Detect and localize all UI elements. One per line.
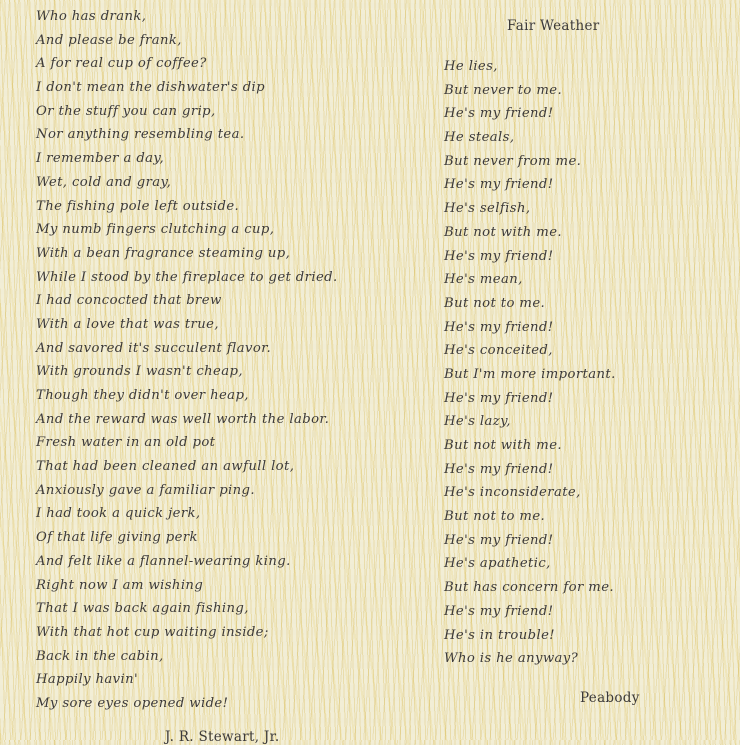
- poem-line: Anxiously gave a familiar ping.: [36, 482, 255, 498]
- poem-line: He's inconsiderate,: [444, 485, 581, 501]
- poem-line: Right now I am wishing: [36, 577, 204, 593]
- poem-line: He's my friend!: [444, 390, 554, 406]
- poem-line: But has concern for me.: [444, 580, 615, 596]
- poem-line: A for real cup of coffee?: [36, 56, 207, 72]
- left-poem: [36, 5, 416, 716]
- poem-line: He's mean,: [444, 272, 523, 288]
- poem-line: While I stood by the fireplace to get dried.: [36, 269, 338, 285]
- poem-line: With a bean fragrance steaming up,: [36, 245, 291, 261]
- poem-line: Nor anything resembling tea.: [36, 127, 245, 143]
- poem-line: Who is he anyway?: [444, 651, 579, 667]
- poem-line: He's my friend!: [444, 319, 554, 335]
- right-poem-title: Fair Weather: [507, 18, 600, 34]
- poem-line: My sore eyes opened wide!: [36, 695, 229, 711]
- poem-line: With grounds I wasn't cheap,: [36, 364, 243, 380]
- poem-line: He's my friend!: [444, 603, 554, 619]
- poem-line: He's my friend!: [444, 177, 554, 193]
- poem-line: I don't mean the dishwater's dip: [36, 80, 266, 96]
- poem-line: But not with me.: [444, 438, 562, 453]
- poem-line: Of that life giving perk: [36, 530, 198, 546]
- poem-line: But never from me.: [444, 153, 582, 169]
- poem-line: The fishing pole left outside.: [36, 198, 240, 214]
- poem-line: My numb fingers clutching a cup,: [36, 222, 275, 238]
- poem-line: And felt like a flannel-wearing king.: [36, 553, 291, 569]
- poem-line: And savored it's succulent flavor.: [36, 340, 272, 356]
- poem-line: He's apathetic,: [444, 556, 551, 572]
- poem-line: He's my friend!: [444, 106, 554, 122]
- poem-line: Though they didn't over heap,: [36, 388, 249, 403]
- poem-line: He's my friend!: [444, 248, 554, 264]
- poem-line: Who has drank,: [36, 9, 147, 24]
- poem-line: But not with me.: [444, 224, 562, 240]
- poem-line: But not to me.: [444, 509, 546, 525]
- poem-line: That had been cleaned an awfull lot,: [36, 459, 295, 475]
- poem-line: That I was back again fishing,: [36, 601, 249, 617]
- poem-line: With that hot cup waiting inside;: [36, 624, 269, 640]
- poem-line: He's selfish,: [444, 201, 531, 217]
- poem-line: He's lazy,: [444, 414, 511, 430]
- left-poem-author: J. R. Stewart, Jr.: [165, 729, 280, 745]
- poem-line: But not to me.: [444, 295, 546, 311]
- poem-line: But I'm more important.: [444, 366, 616, 382]
- poem-line: Back in the cabin,: [36, 648, 164, 664]
- right-poem-author: Peabody: [580, 690, 640, 706]
- poem-line: Or the stuff you can grip,: [36, 103, 216, 119]
- poem-line: He's conceited,: [444, 343, 553, 359]
- poem-line: I had concocted that brew: [36, 293, 222, 309]
- poem-line: He's in trouble!: [444, 627, 555, 643]
- poem-line: Wet, cold and gray,: [36, 174, 172, 190]
- poem-line: With a love that was true,: [36, 316, 219, 332]
- poem-line: He steals,: [444, 130, 515, 146]
- poem-line: He's my friend!: [444, 461, 554, 477]
- poem-line: He lies,: [444, 59, 498, 74]
- poem-line: I remember a day,: [36, 151, 165, 167]
- poem-line: He's my friend!: [444, 532, 554, 548]
- poem-line: And please be frank,: [36, 32, 182, 48]
- poem-line: And the reward was well worth the labor.: [36, 411, 330, 427]
- poem-line: Fresh water in an old pot: [36, 435, 216, 451]
- poem-line: Happily havin': [36, 672, 139, 688]
- poem-line: I had took a quick jerk,: [36, 506, 201, 522]
- poem-line: But never to me.: [444, 82, 563, 98]
- right-poem: [444, 55, 724, 671]
